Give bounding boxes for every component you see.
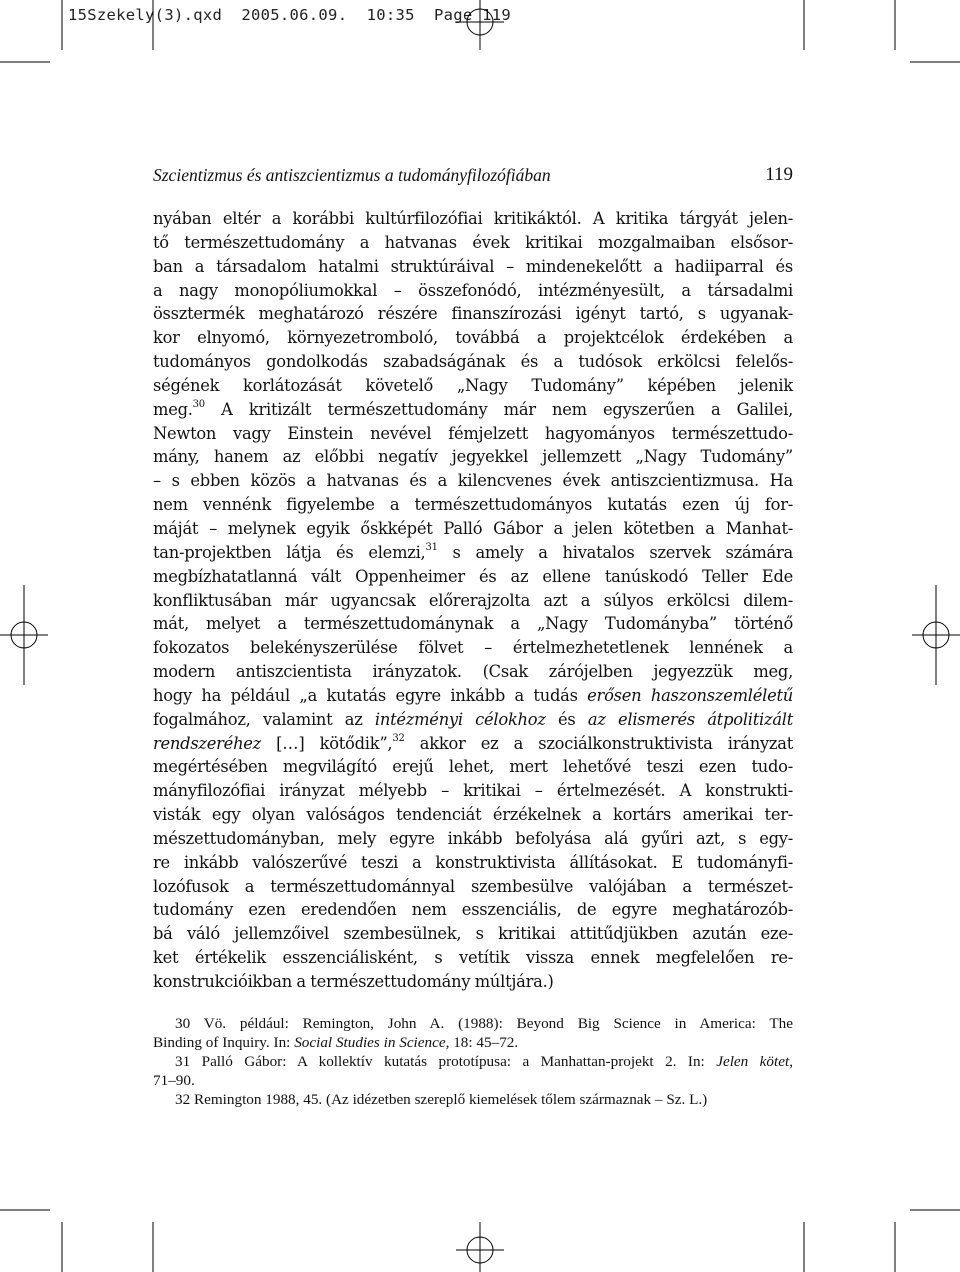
body-line-text: nyában eltér a korábbi kultúrfilozófiai kritikáktól. A kritika tárgyát jelen-: [153, 209, 793, 228]
body-line-text: a nagy monopóliumokkal – összefonódó, intézményesült, a társadalmi: [153, 280, 793, 300]
body-line: [153, 326, 793, 350]
body-line: [153, 851, 793, 875]
body-line: [153, 374, 793, 398]
body-line: [153, 469, 793, 493]
body-line-text: rendszeréhez […] kötődik”,$^{32}$ akkor ez a szociálkonstruktivista irányzat: [153, 733, 794, 753]
body-line: [153, 922, 793, 946]
body-line: [153, 684, 793, 708]
footnote-line-text: 32 Remington 1988, 45. (Az idézetben szereplő kiemelések tőlem származnak – Sz. L.): [175, 1091, 708, 1108]
body-line-text: kor elnyomó, környezetromboló, továbbá a projektcélok érdekében a: [153, 328, 793, 348]
body-line-text: tudomány ezen eredendően nem esszenciális, de egyre meghatározób-: [153, 900, 793, 920]
body-line-text: hogy ha például „a kutatás egyre inkább a tudás erősen haszonszemléletű: [153, 685, 793, 705]
body-line: [153, 541, 793, 565]
body-line: [153, 422, 793, 446]
body-line-text: meg.$^{30}$ A kritizált természettudomány már nem egyszerűen a Galilei,: [153, 399, 793, 419]
body-line: [153, 231, 793, 255]
footnote-line: [153, 1071, 793, 1090]
running-head: [153, 163, 793, 187]
register-cross-top: [450, 0, 510, 52]
body-line-text: tan-projektben látja és elemzi,$^{31}$ s amely a hivatalos szervek számára: [153, 542, 793, 562]
body-line: [153, 970, 793, 994]
body-line-text: lozófusok a természettudománnyal szembesülve valójában a természet-: [153, 876, 793, 896]
footnote-line-text: 30 Vö. például: Remington, John A. (1988): Beyond Big Science in America: The: [175, 1015, 793, 1032]
body-line-text: nem vennénk figyelembe a természettudományos kutatás ezen új for-: [153, 495, 793, 515]
footnote-line: [153, 1033, 793, 1052]
crop-mark-bottom-right: [800, 1200, 960, 1272]
body-line: [153, 946, 793, 970]
body-line: [153, 612, 793, 636]
footnote-ref: 32: [392, 733, 405, 745]
emphasis: Social Studies in Science,: [294, 1034, 450, 1051]
body-paragraph: [153, 207, 793, 994]
running-head-title: Szcientizmus és antiszcientizmus a tudományfilozófiában: [153, 165, 551, 185]
body-line: [153, 732, 793, 756]
footnote: [153, 1090, 793, 1109]
body-line: [153, 350, 793, 374]
footnote-line-text: 71–90.: [153, 1072, 195, 1089]
body-line-text: ban a társadalom hatalmi struktúráival – mindenekelőtt a hadiiparral és: [153, 256, 793, 276]
body-line-text: mányfilozófiai irányzat mélyebb – kritikai – értelmezését. A konstrukti-: [153, 781, 793, 801]
crop-mark-top-left: [0, 0, 160, 70]
footnotes: [153, 1014, 793, 1109]
body-line: [153, 517, 793, 541]
body-line: [153, 589, 793, 613]
footnote: [153, 1014, 793, 1052]
footnote-ref: 30: [192, 399, 205, 411]
body-line: [153, 660, 793, 684]
body-line-text: ket értékelik esszenciálisként, s vetítik vissza ennek megfelelően re-: [153, 948, 793, 968]
crop-mark-top-right: [800, 0, 960, 70]
body-line: [153, 398, 793, 422]
body-line: [153, 279, 793, 303]
page-number: 119: [765, 164, 793, 185]
emphasis: Jelen kötet,: [716, 1053, 793, 1070]
body-line-text: konfliktusában már ugyancsak előrerajzolta azt a súlyos erkölcsi dilem-: [153, 590, 793, 610]
emphasis: az elismerés átpolitizált: [587, 709, 794, 729]
footnote-line: [153, 1090, 793, 1109]
body-line: [153, 302, 793, 326]
body-line-text: ségének korlátozását követelő „Nagy Tudomány” képében jelenik: [153, 375, 793, 395]
body-line-text: tő természettudomány a hatvanas évek kritikai mozgalmaiban elsősor-: [153, 232, 793, 252]
body-line: [153, 803, 793, 827]
emphasis: rendszeréhez: [153, 733, 262, 753]
body-line-text: bá váló jellemzőivel szembesülnek, s kritikai attitűdjükben azután eze-: [153, 924, 793, 944]
body-line-text: mány, hanem az előbbi negatív jegyekkel jellemzett „Nagy Tudomány”: [153, 447, 793, 467]
footnote-line-text: Binding of Inquiry. In: Social Studies in Science, 18: 45–72.: [153, 1034, 519, 1051]
register-cross-bottom: [450, 1222, 510, 1272]
body-line-text: Newton vagy Einstein nevével fémjelzett hagyományos természettudo-: [153, 423, 793, 443]
slug-line: 15Szekely(3).qxd 2005.06.09. 10:35 Page 119: [68, 6, 512, 24]
body-line-text: visták egy olyan valóságos tendenciát érzékelnek a kortárs amerikai ter-: [153, 805, 793, 825]
body-line-text: fokozatos belekényszerülése fölvet – értelmezhetetlenek lennének a: [153, 638, 793, 658]
footnote-ref: 31: [425, 542, 438, 554]
body-line: [153, 636, 793, 660]
emphasis: erősen haszonszemléletű: [587, 685, 793, 705]
body-line: [153, 565, 793, 589]
body-line: [153, 875, 793, 899]
footnote-line-text: 31 Palló Gábor: A kollektív kutatás prototípusa: a Manhattan-projekt 2. In: Jelen kötet,: [175, 1053, 793, 1070]
body-line-text: mát, melyet a természettudománynak a „Nagy Tudományba” történő: [153, 614, 793, 634]
body-line: [153, 827, 793, 851]
body-line: [153, 779, 793, 803]
body-line: [153, 445, 793, 469]
register-cross-right: [910, 580, 960, 690]
footnote-line: [153, 1052, 793, 1071]
crop-mark-bottom-left: [0, 1200, 160, 1272]
body-line-text: konstrukcióikban a természettudomány múltjára.): [153, 972, 554, 991]
body-line-text: mészettudományban, mely egyre inkább befolyása alá gyűri azt, s egy-: [153, 828, 793, 848]
body-line-text: modern antiszcientista irányzatok. (Csak zárójelben jegyezzük meg,: [153, 662, 793, 682]
body-line: [153, 493, 793, 517]
body-line-text: – s ebben közös a hatvanas és a kilencvenes évek antiszcientizmusa. Ha: [153, 471, 793, 491]
body-line-text: re inkább valószerűvé teszi a konstruktivista állításokat. E tudományfi-: [153, 852, 793, 872]
body-line-text: máját – melynek egyik őskképét Palló Gábor a jelen kötetben a Manhat-: [153, 518, 793, 538]
body-line-text: tudományos gondolkodás szabadságának és a tudósok erkölcsi felelős-: [153, 352, 793, 372]
footnote-line: [153, 1014, 793, 1033]
body-line-text: össztermék meghatározó részére finanszírozási igényt tartó, s ugyanak-: [153, 304, 793, 324]
body-line: [153, 708, 793, 732]
emphasis: intézményi célokhoz: [374, 709, 546, 729]
body-line-text: megbízhatatlanná vált Oppenheimer és az ellene tanúskodó Teller Ede: [153, 566, 793, 586]
body-line: [153, 207, 793, 231]
body-line: [153, 898, 793, 922]
body-line-text: fogalmához, valamint az intézményi célokhoz és az elismerés átpolitizált: [153, 709, 794, 729]
body-line-text: megértésében megvilágító erejű lehet, mert lehetővé teszi ezen tudo-: [153, 757, 793, 777]
body-line: [153, 255, 793, 279]
footnote: [153, 1052, 793, 1090]
register-cross-left: [0, 580, 50, 690]
body-line: [153, 755, 793, 779]
